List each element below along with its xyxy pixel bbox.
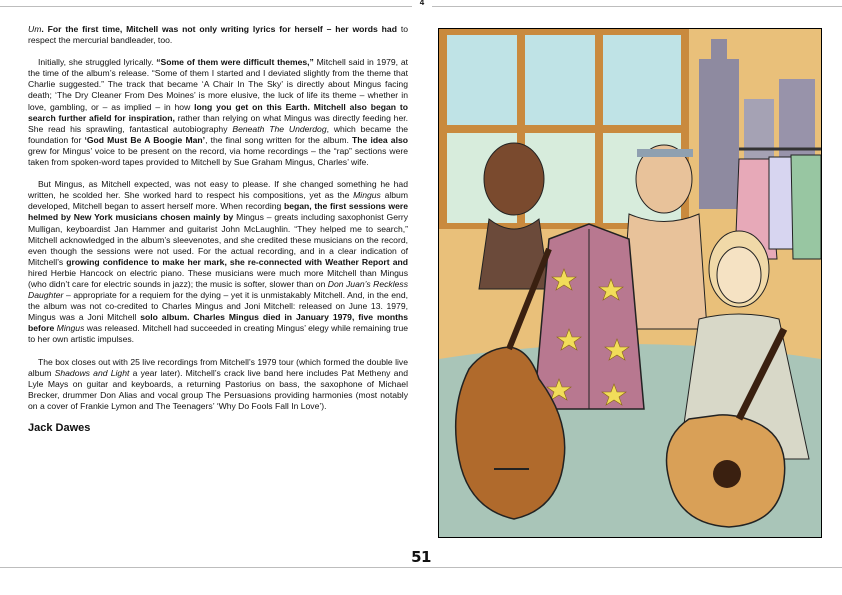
paragraph-3 bbox=[28, 179, 408, 345]
building bbox=[699, 59, 739, 209]
cartoon-illustration bbox=[438, 28, 822, 538]
figure-face bbox=[717, 247, 761, 303]
text-span: began, the first sessions were helmed by New York musicians chosen mainly by bbox=[28, 201, 408, 223]
window-pane bbox=[447, 35, 517, 125]
guitar-soundhole bbox=[713, 460, 741, 488]
window-pane bbox=[525, 35, 595, 125]
text-span: , the final song written for the album. bbox=[205, 134, 353, 145]
text-span: But Mingus, as Mitchell expected, was not easy to please. If she changed something he had written, he scolded her. She worked hard to respect his compositions, yet as the bbox=[28, 179, 408, 201]
tower bbox=[711, 39, 727, 63]
paragraph-4 bbox=[28, 357, 408, 412]
text-span: grew for Mingus’ voice to be present on the record, via home recordings – the “rap” sections were taken from spoken-word tapes provided to Mitchell by Sue Graham Mingus, Charles’ wife. bbox=[28, 145, 408, 168]
text-span: album developed, Mitchell began to assert herself more. When recording bbox=[28, 190, 408, 212]
text-span: to respect the mercurial bandleader, too. bbox=[28, 24, 409, 46]
window-pane bbox=[603, 35, 681, 125]
text-span: The idea also bbox=[352, 134, 408, 145]
bottom-rule bbox=[0, 567, 842, 568]
text-span: Mingus bbox=[54, 323, 85, 334]
article-column bbox=[28, 24, 408, 434]
text-span: ‘God Must Be A Boogie Man’ bbox=[84, 134, 206, 145]
text-span: long you get on this Earth. Mitchell also began to search further afield for inspiration, bbox=[28, 101, 409, 123]
text-span: , which became the foundation for bbox=[28, 123, 408, 145]
paragraph-2 bbox=[28, 57, 408, 168]
hanging-shirt bbox=[791, 155, 821, 259]
text-span: Um bbox=[28, 24, 42, 34]
text-span: Beneath The Underdog bbox=[232, 123, 327, 134]
text-span: . For the first time, Mitchell was not only writing lyrics for herself – her words had bbox=[41, 24, 397, 34]
text-span: growing confidence to make her mark, she re-connected with Weather Report and bbox=[66, 256, 408, 267]
text-span: Mingus – greats including saxophonist Gerry Mulligan, keyboardist Jan Hammer and guitarist John McLaughlin. “They helped me to search,” Mitchell acknowledged in the album’s sleevenotes, and she credited these musicians on the record, even though the sessions were not used. For the actual recording, and in a clear indication of Mitchell’s bbox=[28, 212, 409, 267]
paragraph-1 bbox=[28, 24, 408, 46]
headband bbox=[637, 149, 693, 157]
figure-head bbox=[484, 143, 544, 215]
text-span: “Some of them were difficult themes,” bbox=[156, 57, 314, 68]
text-span: Mingus bbox=[353, 190, 381, 201]
page-number: 51 bbox=[411, 548, 431, 566]
text-span: Don Juan’s Reckless Daughter bbox=[28, 278, 408, 301]
text-span: The box closes out with 25 live recordings from Mitchell’s 1979 tour (which formed the double live album bbox=[28, 356, 408, 378]
text-span: rather than relying on what Mingus was directly feeding her. She read his sprawling, fantastical autobiography bbox=[28, 112, 408, 134]
author-byline: Jack Dawes bbox=[28, 422, 91, 434]
top-page-number: 4 bbox=[412, 0, 432, 7]
text-span: hired Herbie Hancock on electric piano. These musicians were much more Mitchell than Mingus (who didn’t care for electric sounds in jazz); the music is softer, slower than on bbox=[28, 267, 408, 289]
text-span: Initially, she struggled lyrically. bbox=[38, 57, 157, 68]
text-span: a year later). Mitchell’s crack live band here includes Pat Metheny and Lyle Mays on guitar and keyboards, a returning Pastorius on bass, the saxophone of Michael Brecker, drummer Don Alias and vocal group The Persuasions providing harmonies (most notably on a cover of Frankie Lymon and The Teenagers’ ‘Why Do Fools Fall In Love’). bbox=[28, 367, 408, 411]
text-span: was released. Mitchell had succeeded in creating Mingus’ elegy while remaining true to her own artistic impulses. bbox=[28, 323, 408, 345]
text-span: – appropriate for a requiem for the dying – yet it is unmistakably Mitchell. And, in the end, the album was not co-credited to Charles Mingus and Joni Mitchell: released on June 13. 1979, Mingus was a Joni Mitchell bbox=[28, 290, 408, 323]
text-span: Shadows and Light bbox=[54, 367, 130, 378]
text-span: Mitchell said in 1979, at the time of the album’s release. “Some of them I started and I deviated slightly from the theme that Charlie suggested.” The track that became ‘A Chair In The Sky’ is directly about Mingus facing death; ‘The Dry Cleaner From Des Moines’ is more elusive, the luck of life its theme – whether in love, gambling, or – as implied – in how bbox=[28, 57, 408, 112]
text-span: solo album. Charles Mingus died in January 1979, five months before bbox=[28, 312, 408, 334]
